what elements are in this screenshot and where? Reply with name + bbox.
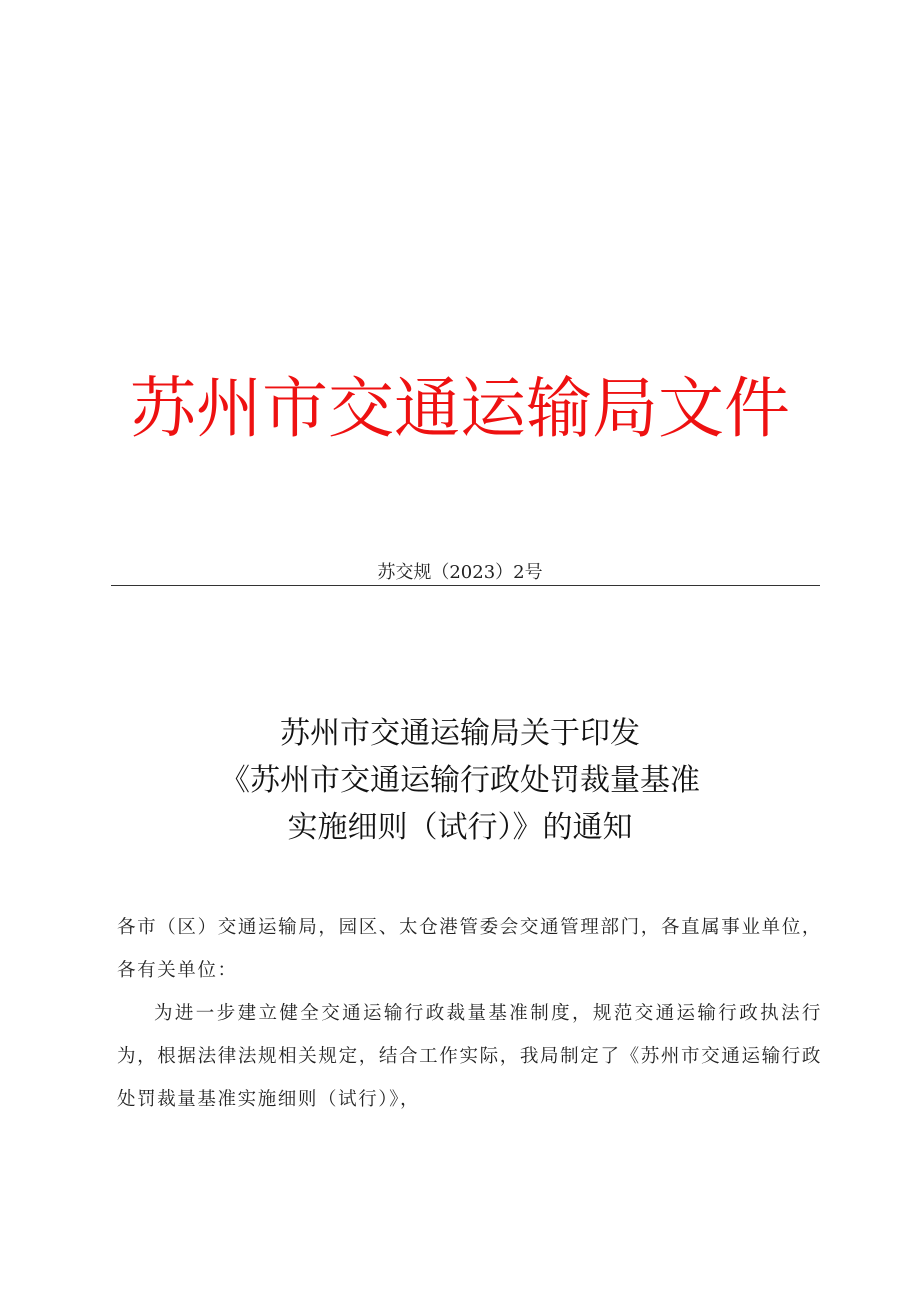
notice-title — [100, 710, 820, 851]
document-body — [117, 906, 822, 1121]
notice-title-line-3: 实施细则（试行）》的通知 — [287, 810, 633, 845]
notice-title-line-2: 《苏州市交通运输行政处罚裁量基准 — [220, 763, 700, 798]
document-number: 苏交规（2023）2号 — [377, 562, 543, 583]
addressees: 各市（区）交通运输局，园区、太仓港管委会交通管理部门，各直属事业单位，各有关单位： — [117, 917, 822, 981]
notice-title-line-1: 苏州市交通运输局关于印发 — [280, 716, 640, 751]
body-paragraph-1: 为进一步建立健全交通运输行政裁量基准制度，规范交通运输行政执法行为，根据法律法规相关规定，结合工作实际，我局制定了《苏州市交通运输行政处罚裁量基准实施细则（试行）》， — [117, 1003, 822, 1110]
header-separator-line — [111, 585, 820, 586]
issuer-header: 苏州市交通运输局文件 — [130, 370, 790, 447]
